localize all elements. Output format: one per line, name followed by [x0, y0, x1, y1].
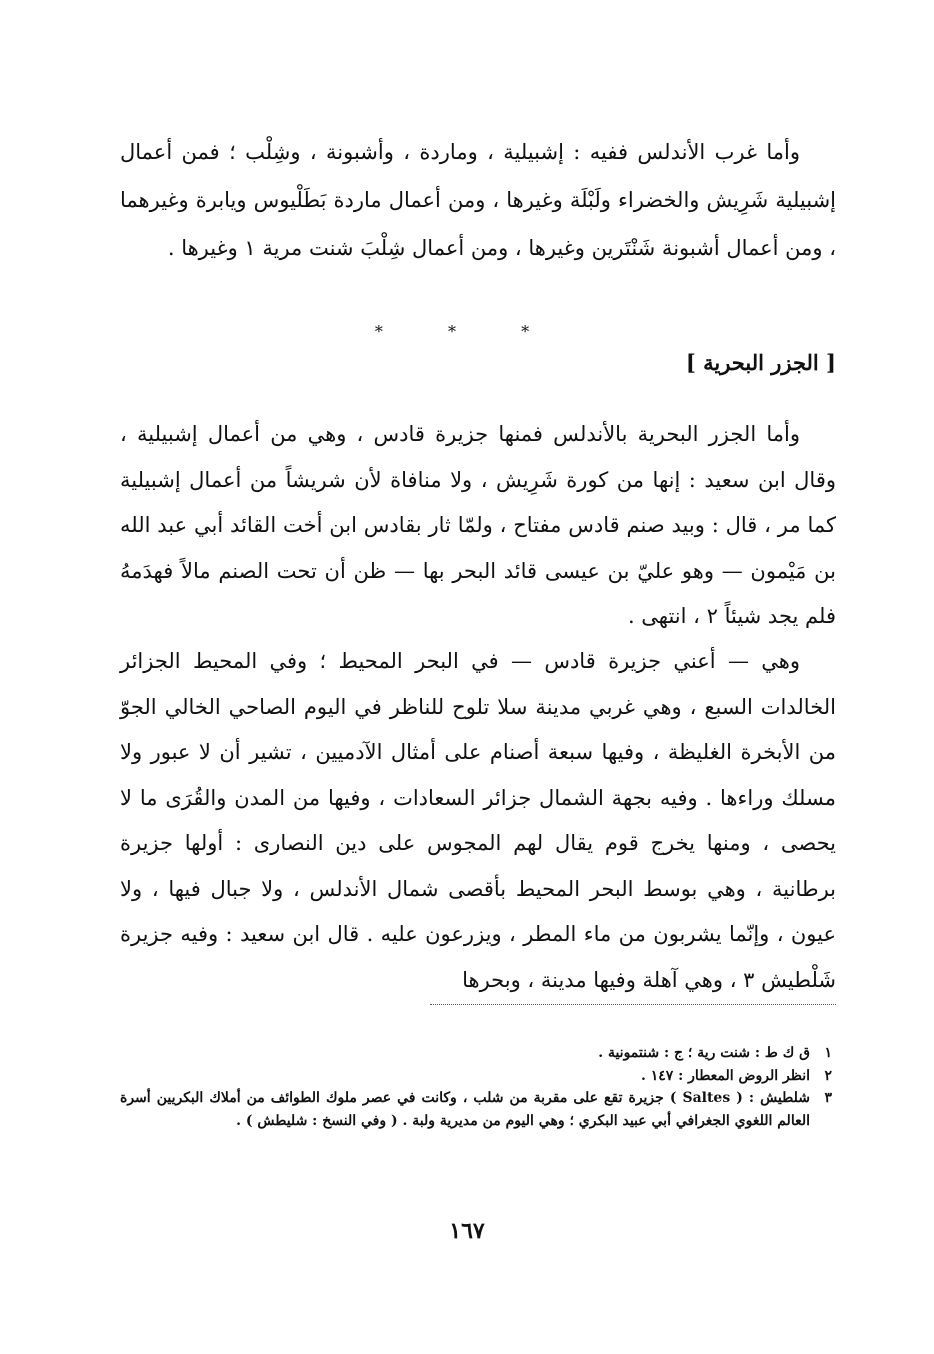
footnote-number: ٣	[824, 1090, 832, 1106]
section-heading: [ الجزر البحرية ]	[685, 350, 836, 375]
body-paragraph-1	[120, 128, 836, 272]
paragraph-text: وهي — أعني جزيرة قادس — في البحر المحيط ؛ وفي المحيط الجزائر الخالدات السبع ، وهي غربي مدينة سلا تلوح للناظر في اليوم الصاحي الخالي الجوّ من الأبخرة الغليظة ، وفيها سبعة أصنام على أمثال الآدميين ، تشير أن لا عبور ولا مسلك وراءها . وفيه بجهة الشمال جزائر السعادات ، وفيها من المدن والقُرَى ما لا يحصى ، ومنها يخرج قوم يقال لهم المجوس على دين النصارى : أولها جزيرة برطانية ، وهي بوسط البحر المحيط بأقصى شمال الأندلس ، ولا جبال فيها ، ولا عيون ، وإنّما يشربون من ماء المطر ، ويزرعون عليه . قال ابن سعيد : وفيه جزيرة شَلْطيش ٣ ، وهي آهلة وفيها مدينة ، وبحرها	[120, 649, 836, 992]
footnote-2	[120, 1065, 832, 1088]
body-paragraph-2	[120, 412, 836, 640]
footnote-3	[120, 1087, 832, 1132]
section-separator-stars: * * *	[374, 322, 560, 341]
footnote-text: ق ك ط : شنت رية ؛ ج : شنتمونية .	[598, 1045, 810, 1061]
footnote-text: انظر الروض المعطار : ١٤٧ .	[640, 1067, 810, 1084]
footnote-number: ٢	[824, 1067, 832, 1084]
paragraph-text: وأما الجزر البحرية بالأندلس فمنها جزيرة قادس ، وهي من أعمال إشبيلية ، وقال ابن سعيد : إنها من كورة شَرِيش ، ولا منافاة لأن شريشاً من أعمال إشبيلية كما مر ، قال : وبيد صنم قادس مفتاح ، ولمّا ثار بقادس ابن أخت القائد أبي عبد الله بن مَيْمون — وهو عليّ بن عيسى قائد البحر بها — ظن أن تحت الصنم مالاً فهدَمهُ فلم يجد شيئاً ٢ ، انتهى .	[120, 422, 836, 628]
footnotes	[120, 1042, 832, 1132]
footnote-number: ١	[824, 1045, 832, 1061]
body-paragraph-3	[120, 639, 836, 1003]
footnote-1	[120, 1042, 832, 1065]
footnote-text: شلطيش : ( Saltes ) جزيرة تقع على مقربة من شلب ، وكانت في عصر ملوك الطوائف من أملاك البكريين أسرة العالم اللغوي الجغرافي أبي عبيد البكري ؛ وهي اليوم من مديرية ولبة . ( وفي النسخ : شليطش ) .	[120, 1090, 810, 1129]
footnote-divider	[430, 1004, 836, 1005]
page-number: ١٦٧	[449, 1218, 485, 1244]
paragraph-text: وأما غرب الأندلس ففيه : إشبيلية ، وماردة ، وأشبونة ، وشِلْب ؛ فمن أعمال إشبيلية شَرِيش والخضراء ولَبْلَة وغيرها ، ومن أعمال ماردة بَطَلْيوس ويابرة وغيرهما ، ومن أعمال أشبونة شَنْتَرين وغيرها ، ومن أعمال شِلْبَ شنت مرية ١ وغيرها .	[120, 140, 836, 260]
